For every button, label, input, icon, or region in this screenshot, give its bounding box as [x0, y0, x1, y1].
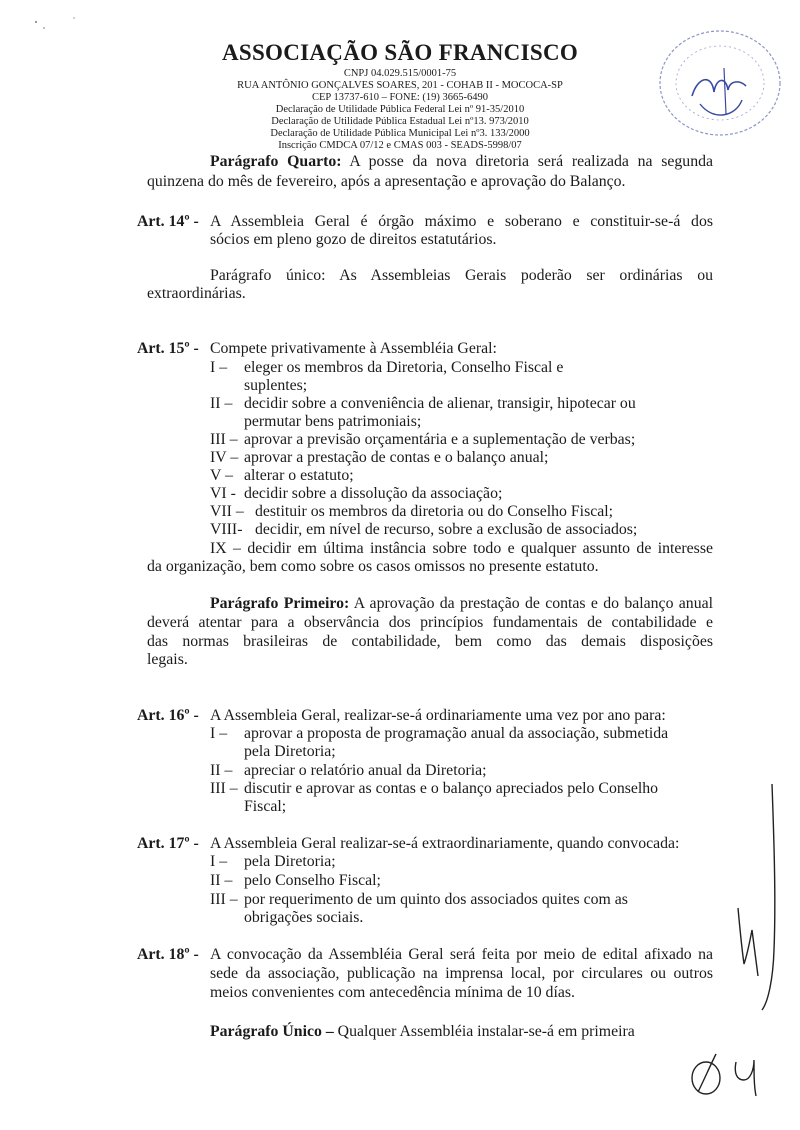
- declaration-municipal: Declaração de Utilidade Pública Municipal Lei nº3. 133/2000: [270, 128, 530, 139]
- list-item-number: III –: [210, 891, 238, 908]
- article-15-label: Art. 15º -: [137, 340, 199, 357]
- list-item-text: alterar o estatuto;: [244, 467, 354, 484]
- article-17-label: Art. 17º -: [137, 835, 199, 852]
- list-item-number: II –: [210, 395, 233, 412]
- initials-signature-icon: [680, 1046, 780, 1102]
- stamp-seal-icon: [654, 26, 786, 140]
- article-18-unico: Parágrafo Único – Qualquer Assembléia instalar-se-á em primeira: [210, 1023, 635, 1040]
- list-item-number: II –: [210, 872, 233, 889]
- article-15-primeiro-line3: das normas brasileiras de contabilidade, bem como das demais disposições: [147, 633, 713, 650]
- list-item-text: decidir sobre a dissolução da associação;: [244, 485, 503, 502]
- article-15-primeiro-line2: deverá atentar para a observância dos princípios fundamentais de contabilidade e: [147, 614, 713, 631]
- list-item-number: IV –: [210, 449, 239, 466]
- article-18-line2: sede da associação, publicação na imprensa local, por circulares ou outros: [210, 965, 713, 982]
- list-item-number: III –: [210, 780, 238, 797]
- scan-specks-icon: [30, 10, 80, 34]
- paragraph-quarto-line2: quinzena do mês de fevereiro, após a apresentação e aprovação do Balanço.: [147, 173, 626, 190]
- list-item-number: V –: [210, 467, 233, 484]
- article-14-line2: sócios em pleno gozo de direitos estatutários.: [210, 231, 497, 248]
- article-16-intro: A Assembleia Geral, realizar-se-á ordinariamente uma vez por ano para:: [210, 707, 666, 724]
- article-15-intro: Compete privativamente à Assembléia Geral:: [210, 340, 497, 357]
- list-item-number: II –: [210, 762, 233, 779]
- list-item-text: decidir sobre a conveniência de alienar, transigir, hipotecar ou: [244, 395, 636, 412]
- article-15-primeiro-line4: legais.: [147, 651, 188, 668]
- list-item-number: I –: [210, 725, 228, 742]
- article-17-intro: A Assembleia Geral realizar-se-á extraordinariamente, quando convocada:: [210, 835, 680, 852]
- organization-name: ASSOCIAÇÃO SÃO FRANCISCO: [221, 40, 579, 65]
- list-item-number: VII –: [210, 503, 244, 520]
- list-item-number: VIII-: [210, 521, 243, 538]
- list-item-text-cont: pela Diretoria;: [244, 743, 336, 760]
- registration-line: Inscrição CMDCA 07/12 e CMAS 003 - SEADS-5998/07: [278, 140, 522, 151]
- list-item-text: discutir e aprovar as contas e o balanço apreciados pelo Conselho: [244, 780, 659, 797]
- article-18-line1: A convocação da Assembléia Geral será feita por meio de edital afixado na: [210, 946, 713, 963]
- article-15-item-ix-line2: da organização, bem como sobre os casos omissos no presente estatuto.: [147, 558, 599, 575]
- list-item-text-cont: obrigações sociais.: [244, 909, 364, 926]
- cnpj-line: CNPJ 04.029.515/0001-75: [343, 68, 457, 79]
- article-14-line1: A Assembleia Geral é órgão máximo e soberano e constituir-se-á dos: [210, 213, 713, 230]
- list-item-text: apreciar o relatório anual da Diretoria;: [244, 762, 487, 779]
- list-item-number: I –: [210, 359, 228, 376]
- list-item-text: aprovar a previsão orçamentária e a suplementação de verbas;: [244, 431, 636, 448]
- list-item-text: eleger os membros da Diretoria, Conselho Fiscal e: [244, 359, 564, 376]
- list-item-number: I –: [210, 853, 228, 870]
- list-item-text-cont: permutar bens patrimoniais;: [244, 413, 422, 430]
- list-item-text: destituir os membros da diretoria ou do Conselho Fiscal;: [255, 503, 614, 520]
- list-item-text: por requerimento de um quinto dos associados quites com as: [244, 891, 628, 908]
- list-item-text: aprovar a proposta de programação anual da associação, submetida: [244, 725, 669, 742]
- article-14-label: Art. 14º -: [137, 213, 199, 230]
- article-15-primeiro-line1: Parágrafo Primeiro: A aprovação da prestação de contas e do balanço anual: [210, 595, 713, 612]
- list-item-text: aprovar a prestação de contas e o balanço anual;: [244, 449, 549, 466]
- list-item-text-cont: suplentes;: [244, 377, 308, 394]
- list-item-text-cont: Fiscal;: [244, 798, 287, 815]
- article-16-label: Art. 16º -: [137, 707, 199, 724]
- article-14-unico-line2: extraordinárias.: [147, 285, 246, 302]
- article-18-label: Art. 18º -: [137, 946, 199, 963]
- list-item-number: VI -: [210, 485, 236, 502]
- declaration-federal: Declaração de Utilidade Pública Federal Lei nº 91-35/2010: [275, 104, 525, 115]
- declaration-estadual: Declaração de Utilidade Pública Estadual Lei nº13. 973/2010: [271, 116, 529, 127]
- list-item-text: pela Diretoria;: [244, 853, 336, 870]
- list-item-number: III –: [210, 431, 238, 448]
- paragraph-quarto-line1: Parágrafo Quarto: A posse da nova diretoria será realizada na segunda: [210, 153, 713, 170]
- article-18-line3: meios convenientes com antecedência mínima de 10 días.: [210, 984, 575, 1001]
- list-item-text: pelo Conselho Fiscal;: [244, 872, 381, 889]
- list-item-text: decidir, em nível de recurso, sobre a exclusão de associados;: [255, 521, 638, 538]
- address-line: RUA ANTÔNIO GONÇALVES SOARES, 201 - COHAB II - MOCOCA-SP: [237, 80, 563, 91]
- article-15-item-ix-line1: IX – decidir em última instância sobre todo e qualquer assunto de interesse: [210, 540, 713, 557]
- cep-phone-line: CEP 13737-610 – FONE: (19) 3665-6490: [311, 92, 489, 103]
- article-14-unico-line1: Parágrafo único: As Assembleias Gerais poderão ser ordinárias ou: [210, 267, 713, 284]
- margin-signature-icon: [728, 780, 788, 1020]
